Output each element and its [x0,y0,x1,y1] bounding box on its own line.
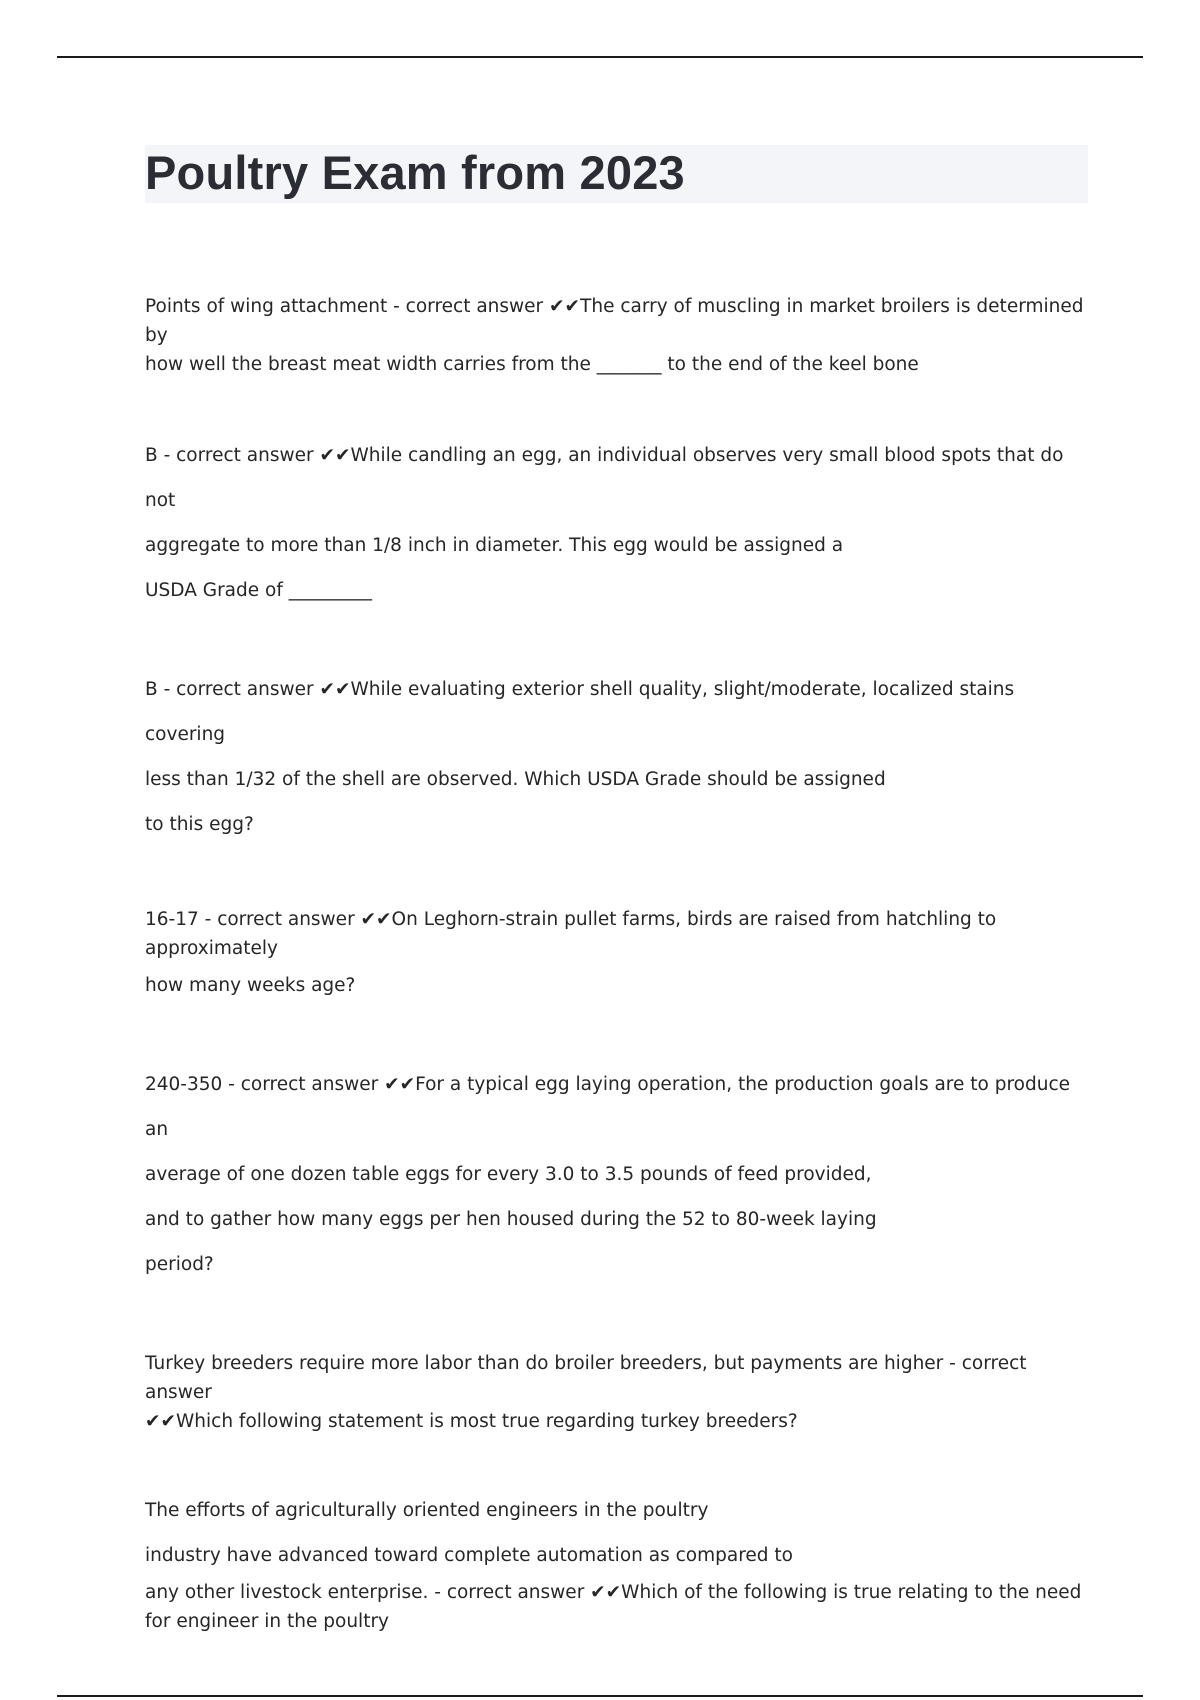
qa-line: B - correct answer ✔✔While evaluating exterior shell quality, slight/moderate, localized stains covering [145,679,1021,745]
qa-line: ✔✔Which following statement is most true regarding turkey breeders? [145,1411,798,1432]
qa-item [145,1488,1095,1636]
header-rule [57,56,1143,58]
qa-line: B - correct answer ✔✔While candling an egg, an individual observes very small blood spots that do not [145,445,1070,511]
qa-line: USDA Grade of _________ [145,580,372,601]
qa-line: approximately [145,938,278,959]
qa-line: how well the breast meat width carries from the _______ to the end of the keel bone [145,354,919,375]
qa-item [145,905,1095,1008]
qa-item [145,433,1095,613]
qa-line: period? [145,1254,214,1275]
qa-line: any other livestock enterprise. - correct answer ✔✔Which of the following is true relating to the need [145,1582,1082,1603]
qa-line: The efforts of agriculturally oriented engineers in the poultry [145,1500,709,1521]
qa-line: average of one dozen table eggs for every 3.0 to 3.5 pounds of feed provided, [145,1164,872,1185]
qa-item [145,1349,1095,1436]
qa-line: 16-17 - correct answer ✔✔On Leghorn-strain pullet farms, birds are raised from hatchling to [145,909,997,930]
qa-line: and to gather how many eggs per hen housed during the 52 to 80-week laying [145,1209,877,1230]
footer-rule [57,1695,1143,1697]
qa-line: industry have advanced toward complete automation as compared to [145,1545,793,1566]
qa-line: Points of wing attachment - correct answer ✔✔The carry of muscling in market broilers is determined by [145,296,1090,346]
qa-line: 240-350 - correct answer ✔✔For a typical egg laying operation, the production goals are to produce an [145,1074,1076,1140]
qa-line: for engineer in the poultry [145,1611,390,1632]
qa-item [145,667,1095,847]
qa-line: to this egg? [145,814,254,835]
page-title: Poultry Exam from 2023 [145,146,685,199]
qa-list [145,292,1095,1636]
qa-item [145,292,1095,379]
qa-line: Turkey breeders require more labor than do broiler breeders, but payments are higher - correct answer [145,1353,1033,1403]
qa-line: aggregate to more than 1/8 inch in diameter. This egg would be assigned a [145,535,844,556]
qa-line: how many weeks age? [145,975,356,996]
qa-item [145,1062,1095,1287]
qa-line: less than 1/32 of the shell are observed. Which USDA Grade should be assigned [145,769,886,790]
